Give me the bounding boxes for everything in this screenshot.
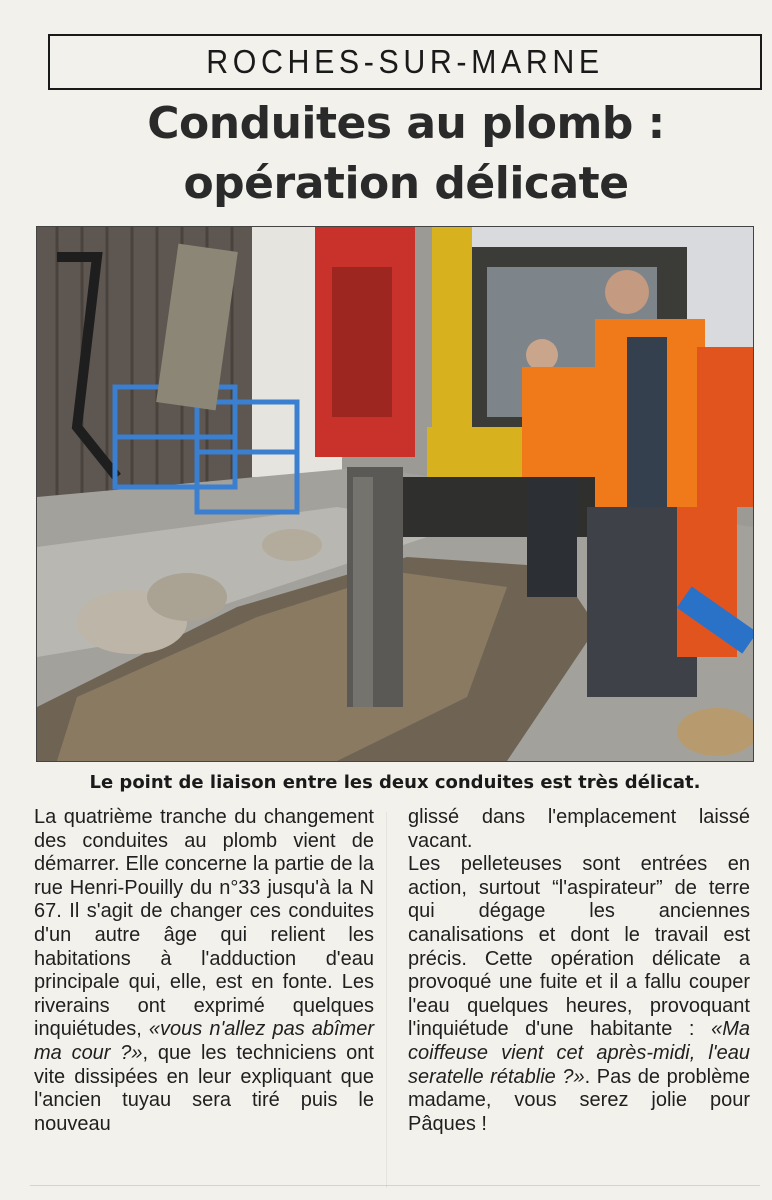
column-divider: [386, 812, 387, 1188]
headline-line-1: Conduites au plomb :: [147, 98, 665, 149]
paragraph-text: Les pelleteuses sont entrées en action, surtout “l'aspirateur” de terre qui dégage les anciennes canalisations et dont le travail est précis. Cette opération délicate a provoqué une fuite et il a fallu couper l'eau quelques heures, provoquant l'inquiétude d'une habitante :: [408, 853, 750, 1041]
article-paragraph: glissé dans l'emplacement laissé vacant.: [408, 806, 750, 852]
article-column-right: [408, 806, 750, 1136]
bleed-through-text: [260, 0, 560, 30]
paragraph-text: , que les techniciens ont vite dissipées en leur expliquant que l'ancien tuyau sera tiré puis le nouveau: [34, 1041, 374, 1135]
quote-text: «Ma coiffeuse vient cet après-midi, l'eau seratelle rétablie ?»: [408, 1018, 750, 1088]
kicker-label: ROCHES-SUR-MARNE: [206, 43, 604, 80]
headline-line-2: opération délicate: [183, 158, 629, 209]
page-bottom-edge: [30, 1185, 760, 1200]
article-paragraph: [408, 853, 750, 1136]
news-photo: [36, 226, 754, 762]
paragraph-text: La quatrième tranche du changement des conduites au plomb vient de démarrer. Elle concerne la partie de la rue Henri-Pouilly du n°33 jusqu'à la N 67. Il s'agit de changer ces conduites d'un autre âge qui relient les habitations à l'adduction d'eau principale qui, elle, est en fonte. Les riverains ont exprimé quelques inquiétudes,: [34, 806, 374, 1041]
headline: [20, 94, 772, 214]
quote-text: «vous n'allez pas abîmer ma cour ?»: [34, 1018, 375, 1064]
section-kicker-box: [48, 34, 762, 90]
worksite-illustration: [37, 227, 753, 761]
article-paragraph: [34, 806, 374, 1136]
photo-caption: Le point de liaison entre les deux conduites est très délicat.: [89, 772, 701, 793]
paragraph-text: . Pas de problème madame, vous serez jolie pour Pâques !: [408, 1065, 750, 1135]
article-column-left: [34, 806, 374, 1136]
